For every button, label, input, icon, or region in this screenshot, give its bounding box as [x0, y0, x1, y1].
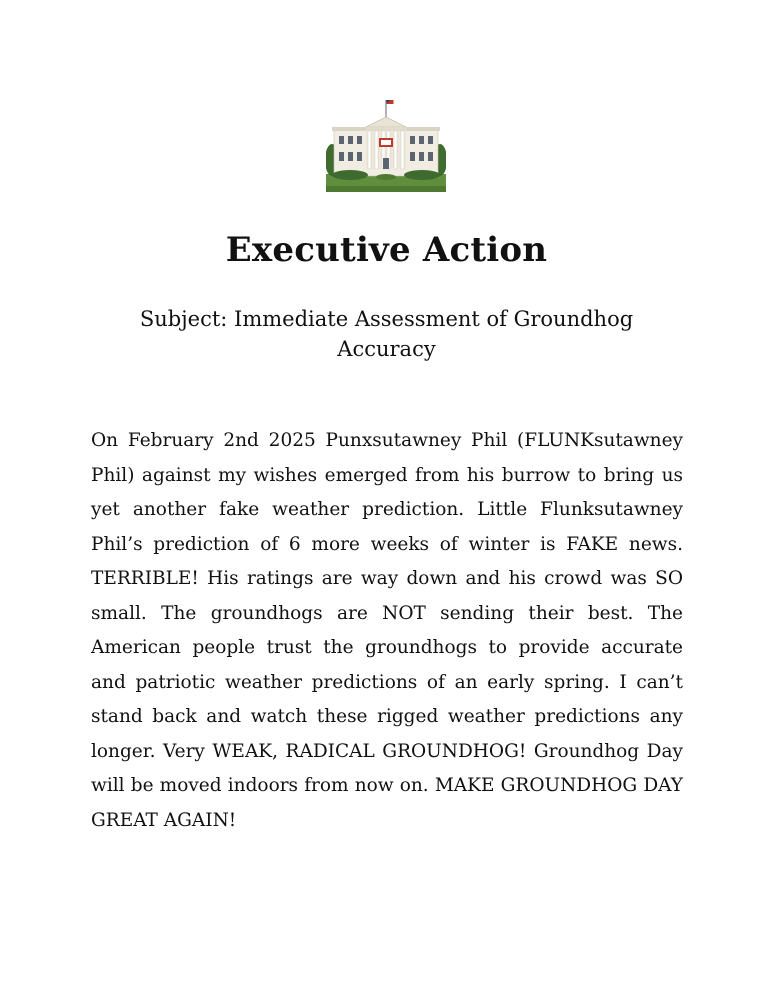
page-title: Executive Action	[225, 230, 548, 270]
pediment	[366, 117, 406, 127]
hedge-left	[332, 170, 368, 180]
white-house-icon	[326, 98, 446, 192]
door	[383, 158, 389, 169]
body-paragraph: On February 2nd 2025 Punxsutawney Phil (FLUNKsutawney Phil) against my wishes emerged from his burrow to bring us yet another fake weather prediction. Little Flunksutawney Phil’s prediction of 6 more weeks of winter is FAKE news. TERRIBLE! His ratings are way down and his crowd was SO small. The groundhogs are NOT sending their best. The American people trust the groundhogs to provide accurate and patriotic weather predictions of an early spring. I can’t stand back and watch these rigged weather predictions any longer. Very WEAK, RADICAL GROUNDHOG! Groundhog Day will be moved indoors from now on. MAKE GROUNDHOG DAY GREAT AGAIN!	[91, 430, 683, 831]
hedge-right	[404, 170, 440, 180]
subject-line: Subject: Immediate Assessment of Groundhog Accuracy	[139, 307, 634, 361]
